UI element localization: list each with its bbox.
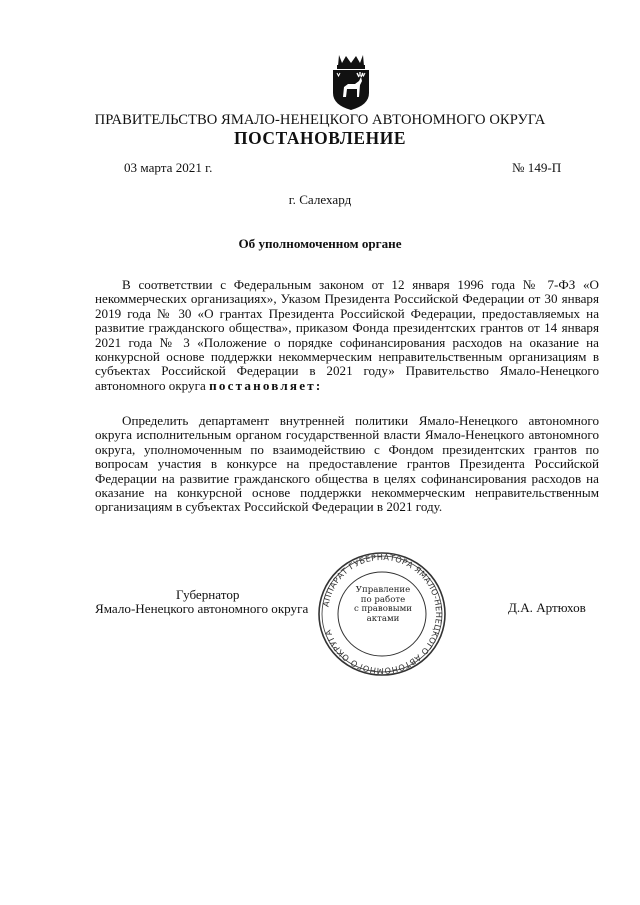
paragraph-resolution xyxy=(95,414,599,515)
resolves-word: постановляет: xyxy=(209,377,323,393)
government-name: ПРАВИТЕЛЬСТВО ЯМАЛО-НЕНЕЦКОГО АВТОНОМНОГО ОКРУГА xyxy=(94,112,546,128)
document-type: ПОСТАНОВЛЕНИЕ xyxy=(233,128,407,148)
resolution-text: Определить департамент внутренней политики Ямало-Ненецкого автономного округа исполнительным органом государственной власти Ямало-Ненецкого автономного округа, уполномоченным по взаимодействию с Фондом президентских грантов по вопросам участия в конкурсе на предоставление грантов Президента Российской Федерации на развитие гражданского общества в целях софинансирования расходов на оказание на конкурсной основе поддержки некоммерческим неправительственным организациям в субъектах Российской Федерации в 2021 году. xyxy=(95,413,599,515)
signer-name: Д.А. Артюхов xyxy=(508,600,586,615)
document-number: № 149-П xyxy=(512,160,562,175)
document-city: г. Салехард xyxy=(288,192,352,207)
preamble-text: В соответствии с Федеральным законом от 12 января 1996 года № 7-ФЗ «О некоммерческих организациях», Указом Президента Российской Федерации от 30 января 2019 года № 30 «О грантах Президента Российской Федерации, предоставляемых на развитие гражданского общества», приказом Фонда президентских грантов от 14 января 2021 года № 3 «Положение о порядке софинансирования расходов на оказание на конкурсной основе поддержки некоммерческим неправительственным организациям в субъектах Российской Федерации в 2021 году» Правительство Ямало-Ненецкого автономного округа xyxy=(95,277,599,393)
paragraph-preamble xyxy=(95,278,599,393)
stamp-line: Управление xyxy=(355,585,411,595)
document-title: Об уполномоченном органе xyxy=(238,236,402,251)
signature-position-region: Ямало-Ненецкого автономного округа xyxy=(95,601,309,616)
stamp-center-text xyxy=(352,586,414,624)
stamp-line: по работе xyxy=(360,594,406,605)
stamp-ring-text: АППАРАТ ГУБЕРНАТОРА ЯМАЛО-НЕНЕЦКОГО АВТОНОМНОГО ОКРУГА xyxy=(320,551,445,677)
document-date: 03 марта 2021 г. xyxy=(124,160,213,175)
signature-position-title: Губернатор xyxy=(176,587,240,602)
stamp-line: с правовыми xyxy=(354,604,412,615)
coat-of-arms-icon xyxy=(328,53,374,111)
stamp-line: актами xyxy=(366,613,400,624)
